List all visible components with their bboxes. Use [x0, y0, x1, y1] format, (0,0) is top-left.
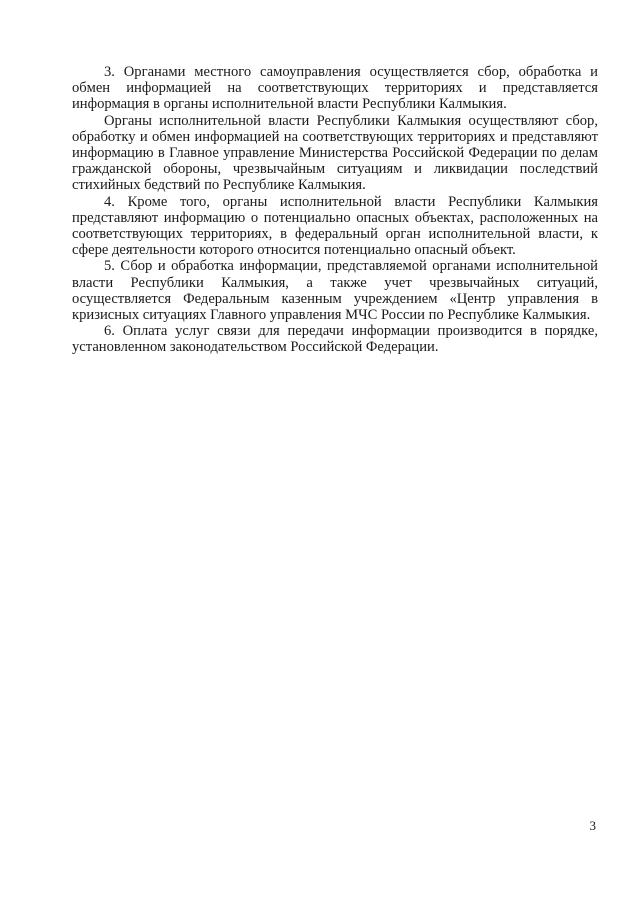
paragraph-5-collection-processing: 5. Сбор и обработка информации, представляемой органами исполнительной власти Республики Калмыкия, а также учет чрезвычайных ситуаций, осуществляется Федеральным казенным учреждением «Центр управления в кризисных ситуациях Главного управления МЧС России по Республике Калмыкия.: [72, 258, 598, 324]
paragraph-4-hazardous-objects: 4. Кроме того, органы исполнительной власти Республики Калмыкия представляют информацию о потенциально опасных объектах, расположенных на соответствующих территориях, в федеральный орган исполнительной власти, к сфере деятельности которого относится потенциально опасный объект.: [72, 193, 598, 259]
paragraph-3-local-authorities: 3. Органами местного самоуправления осуществляется сбор, обработка и обмен информацией на соответствующих территориях и представляется информация в органы исполнительной власти Республики Калмыкия.: [72, 64, 598, 113]
document-body: [72, 64, 598, 356]
paragraph-6-communication-payment: 6. Оплата услуг связи для передачи информации производится в порядке, установленном законодательством Российской Федерации.: [72, 323, 598, 356]
page-number: 3: [589, 818, 596, 833]
paragraph-executive-authorities: Органы исполнительной власти Республики Калмыкия осуществляют сбор, обработку и обмен информацией на соответствующих территориях и представляют информацию в Главное управление Министерства Российской Федерации по делам гражданской обороны, чрезвычайным ситуациям и ликвидации последствий стихийных бедствий по Республике Калмыкия.: [72, 112, 598, 194]
